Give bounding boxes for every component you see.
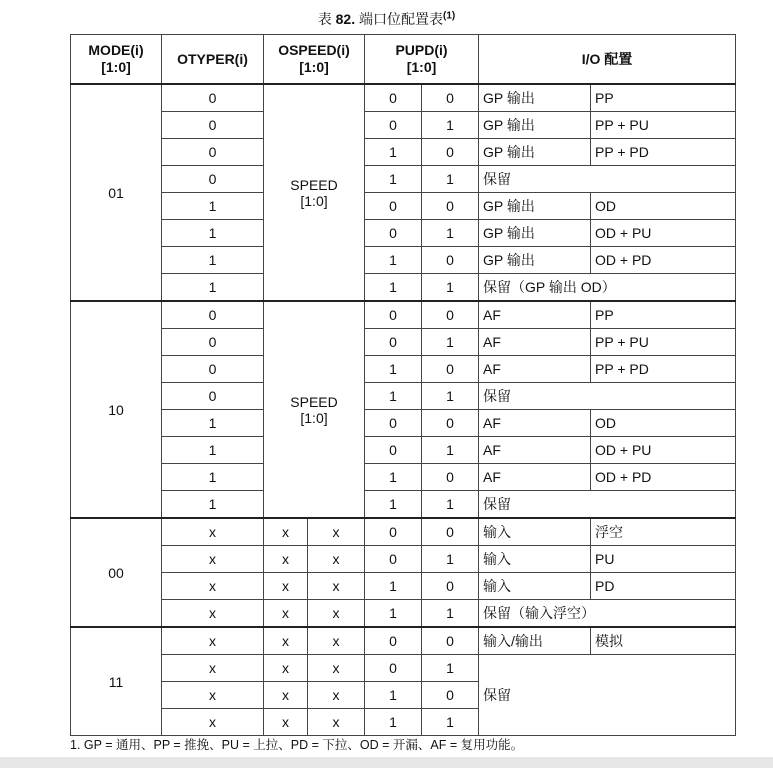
- ospeed-cell: SPEED [1:0]: [264, 84, 365, 301]
- io-type-cell: OD: [591, 193, 736, 220]
- io-mode-cell: 输入: [479, 546, 591, 573]
- otyper-cell: 0: [162, 166, 264, 193]
- io-type-cell: PP: [591, 84, 736, 112]
- pupd0-cell: 0: [422, 682, 479, 709]
- pupd0-cell: 0: [422, 518, 479, 546]
- table-row: [71, 356, 736, 383]
- ospeed0-cell: x: [308, 655, 365, 682]
- io-reserved-cell: 保留（GP 输出 OD）: [479, 274, 736, 302]
- otyper-cell: x: [162, 518, 264, 546]
- pupd0-cell: 0: [422, 139, 479, 166]
- io-type-cell: PP + PU: [591, 329, 736, 356]
- table-row: [71, 112, 736, 139]
- otyper-cell: 1: [162, 410, 264, 437]
- io-mode-cell: 输入: [479, 573, 591, 600]
- ospeed1-cell: x: [264, 627, 308, 655]
- table-footnote: 1. GP = 通用、PP = 推挽、PU = 上拉、PD = 下拉、OD = 开漏、AF = 复用功能。: [70, 738, 524, 752]
- table-row: [71, 600, 736, 628]
- ospeed1-cell: x: [264, 518, 308, 546]
- ospeed0-cell: x: [308, 709, 365, 736]
- pupd0-cell: 1: [422, 112, 479, 139]
- caption-note-ref: (1): [443, 10, 456, 22]
- pupd0-cell: 0: [422, 573, 479, 600]
- io-type-cell: PP + PD: [591, 139, 736, 166]
- io-mode-cell: GP 输出: [479, 84, 591, 112]
- pupd1-cell: 0: [365, 301, 422, 329]
- mode-cell: 00: [71, 518, 162, 627]
- table-row: [71, 247, 736, 274]
- otyper-cell: 0: [162, 84, 264, 112]
- table-row: [71, 491, 736, 519]
- pupd1-cell: 0: [365, 518, 422, 546]
- io-reserved-cell: 保留: [479, 166, 736, 193]
- table-caption: [0, 9, 773, 29]
- io-mode-cell: GP 输出: [479, 247, 591, 274]
- ospeed0-cell: x: [308, 518, 365, 546]
- pupd1-cell: 0: [365, 329, 422, 356]
- pupd1-cell: 1: [365, 274, 422, 302]
- pupd1-cell: 1: [365, 682, 422, 709]
- pupd0-cell: 0: [422, 627, 479, 655]
- caption-title: 端口位配置表: [359, 11, 443, 27]
- header-mode: MODE(i) [1:0]: [71, 35, 162, 85]
- otyper-cell: x: [162, 546, 264, 573]
- io-type-cell: PP + PD: [591, 356, 736, 383]
- table-row: [71, 383, 736, 410]
- otyper-cell: x: [162, 709, 264, 736]
- otyper-cell: 0: [162, 383, 264, 410]
- otyper-cell: 0: [162, 112, 264, 139]
- pupd0-cell: 0: [422, 356, 479, 383]
- io-reserved-cell: 保留: [479, 655, 736, 736]
- io-mode-cell: 输入: [479, 518, 591, 546]
- ospeed0-cell: x: [308, 627, 365, 655]
- io-type-cell: PP: [591, 301, 736, 329]
- io-type-cell: PP + PU: [591, 112, 736, 139]
- header-pupd: PUPD(i) [1:0]: [365, 35, 479, 85]
- table-row: [71, 220, 736, 247]
- io-type-cell: PU: [591, 546, 736, 573]
- caption-number: 82.: [335, 11, 356, 27]
- io-type-cell: OD + PU: [591, 220, 736, 247]
- pupd0-cell: 1: [422, 655, 479, 682]
- io-reserved-cell: 保留: [479, 491, 736, 519]
- pupd1-cell: 1: [365, 247, 422, 274]
- io-mode-cell: AF: [479, 464, 591, 491]
- io-mode-cell: 输入/输出: [479, 627, 591, 655]
- header-io-config: I/O 配置: [479, 35, 736, 85]
- ospeed0-cell: x: [308, 600, 365, 628]
- io-mode-cell: AF: [479, 329, 591, 356]
- otyper-cell: 0: [162, 139, 264, 166]
- ospeed1-cell: x: [264, 600, 308, 628]
- otyper-cell: x: [162, 627, 264, 655]
- otyper-cell: x: [162, 600, 264, 628]
- pupd0-cell: 1: [422, 709, 479, 736]
- pupd1-cell: 0: [365, 84, 422, 112]
- pupd0-cell: 1: [422, 329, 479, 356]
- table-row: [71, 329, 736, 356]
- mode-cell: 10: [71, 301, 162, 518]
- pupd1-cell: 1: [365, 573, 422, 600]
- pupd1-cell: 1: [365, 709, 422, 736]
- table-row: [71, 410, 736, 437]
- table-row: [71, 518, 736, 546]
- otyper-cell: 1: [162, 464, 264, 491]
- io-mode-cell: GP 输出: [479, 193, 591, 220]
- pupd0-cell: 1: [422, 166, 479, 193]
- header-otyper: OTYPER(i): [162, 35, 264, 85]
- bottom-scroll-edge: [0, 757, 773, 768]
- table-body: [71, 84, 736, 736]
- ospeed1-cell: x: [264, 709, 308, 736]
- otyper-cell: x: [162, 573, 264, 600]
- otyper-cell: x: [162, 655, 264, 682]
- ospeed-cell: SPEED [1:0]: [264, 301, 365, 518]
- ospeed1-cell: x: [264, 573, 308, 600]
- pupd1-cell: 0: [365, 220, 422, 247]
- header-ospeed: OSPEED(i) [1:0]: [264, 35, 365, 85]
- table-row: [71, 274, 736, 302]
- ospeed1-cell: x: [264, 655, 308, 682]
- pupd0-cell: 1: [422, 491, 479, 519]
- io-type-cell: OD: [591, 410, 736, 437]
- ospeed0-cell: x: [308, 682, 365, 709]
- pupd1-cell: 1: [365, 464, 422, 491]
- io-mode-cell: GP 输出: [479, 112, 591, 139]
- mode-cell: 11: [71, 627, 162, 736]
- otyper-cell: 0: [162, 356, 264, 383]
- otyper-cell: 1: [162, 220, 264, 247]
- pupd0-cell: 1: [422, 274, 479, 302]
- table-row: [71, 193, 736, 220]
- table-row: [71, 437, 736, 464]
- pupd1-cell: 0: [365, 410, 422, 437]
- io-mode-cell: AF: [479, 301, 591, 329]
- pupd1-cell: 1: [365, 166, 422, 193]
- pupd0-cell: 1: [422, 220, 479, 247]
- otyper-cell: 1: [162, 247, 264, 274]
- otyper-cell: 1: [162, 491, 264, 519]
- port-bit-config-table: [70, 34, 736, 736]
- table-row: [71, 546, 736, 573]
- pupd0-cell: 0: [422, 410, 479, 437]
- pupd0-cell: 0: [422, 464, 479, 491]
- table-row: [71, 301, 736, 329]
- table-row: [71, 166, 736, 193]
- io-mode-cell: AF: [479, 356, 591, 383]
- pupd1-cell: 1: [365, 600, 422, 628]
- caption-prefix: 表: [317, 11, 332, 27]
- pupd1-cell: 0: [365, 193, 422, 220]
- pupd1-cell: 1: [365, 383, 422, 410]
- io-type-cell: 模拟: [591, 627, 736, 655]
- pupd0-cell: 1: [422, 546, 479, 573]
- pupd1-cell: 1: [365, 491, 422, 519]
- pupd0-cell: 0: [422, 247, 479, 274]
- otyper-cell: 0: [162, 329, 264, 356]
- table-row: [71, 84, 736, 112]
- io-mode-cell: AF: [479, 437, 591, 464]
- otyper-cell: 1: [162, 274, 264, 302]
- table-row: [71, 627, 736, 655]
- mode-cell: 01: [71, 84, 162, 301]
- pupd1-cell: 0: [365, 627, 422, 655]
- ospeed1-cell: x: [264, 682, 308, 709]
- ospeed1-cell: x: [264, 546, 308, 573]
- pupd1-cell: 0: [365, 655, 422, 682]
- io-reserved-cell: 保留: [479, 383, 736, 410]
- otyper-cell: x: [162, 682, 264, 709]
- io-type-cell: PD: [591, 573, 736, 600]
- pupd0-cell: 0: [422, 301, 479, 329]
- pupd0-cell: 1: [422, 383, 479, 410]
- pupd1-cell: 1: [365, 139, 422, 166]
- ospeed0-cell: x: [308, 546, 365, 573]
- pupd1-cell: 1: [365, 356, 422, 383]
- header-row: [71, 35, 736, 85]
- pupd0-cell: 0: [422, 193, 479, 220]
- pupd0-cell: 1: [422, 600, 479, 628]
- io-type-cell: OD + PD: [591, 247, 736, 274]
- table-row: [71, 464, 736, 491]
- io-mode-cell: GP 输出: [479, 139, 591, 166]
- pupd0-cell: 0: [422, 84, 479, 112]
- io-type-cell: OD + PU: [591, 437, 736, 464]
- ospeed0-cell: x: [308, 573, 365, 600]
- pupd0-cell: 1: [422, 437, 479, 464]
- io-mode-cell: AF: [479, 410, 591, 437]
- otyper-cell: 1: [162, 193, 264, 220]
- otyper-cell: 0: [162, 301, 264, 329]
- pupd1-cell: 0: [365, 112, 422, 139]
- io-type-cell: 浮空: [591, 518, 736, 546]
- io-mode-cell: GP 输出: [479, 220, 591, 247]
- io-reserved-cell: 保留（输入浮空）: [479, 600, 736, 628]
- io-type-cell: OD + PD: [591, 464, 736, 491]
- table-row: [71, 573, 736, 600]
- pupd1-cell: 0: [365, 546, 422, 573]
- table-row: [71, 139, 736, 166]
- pupd1-cell: 0: [365, 437, 422, 464]
- otyper-cell: 1: [162, 437, 264, 464]
- table-row: [71, 655, 736, 682]
